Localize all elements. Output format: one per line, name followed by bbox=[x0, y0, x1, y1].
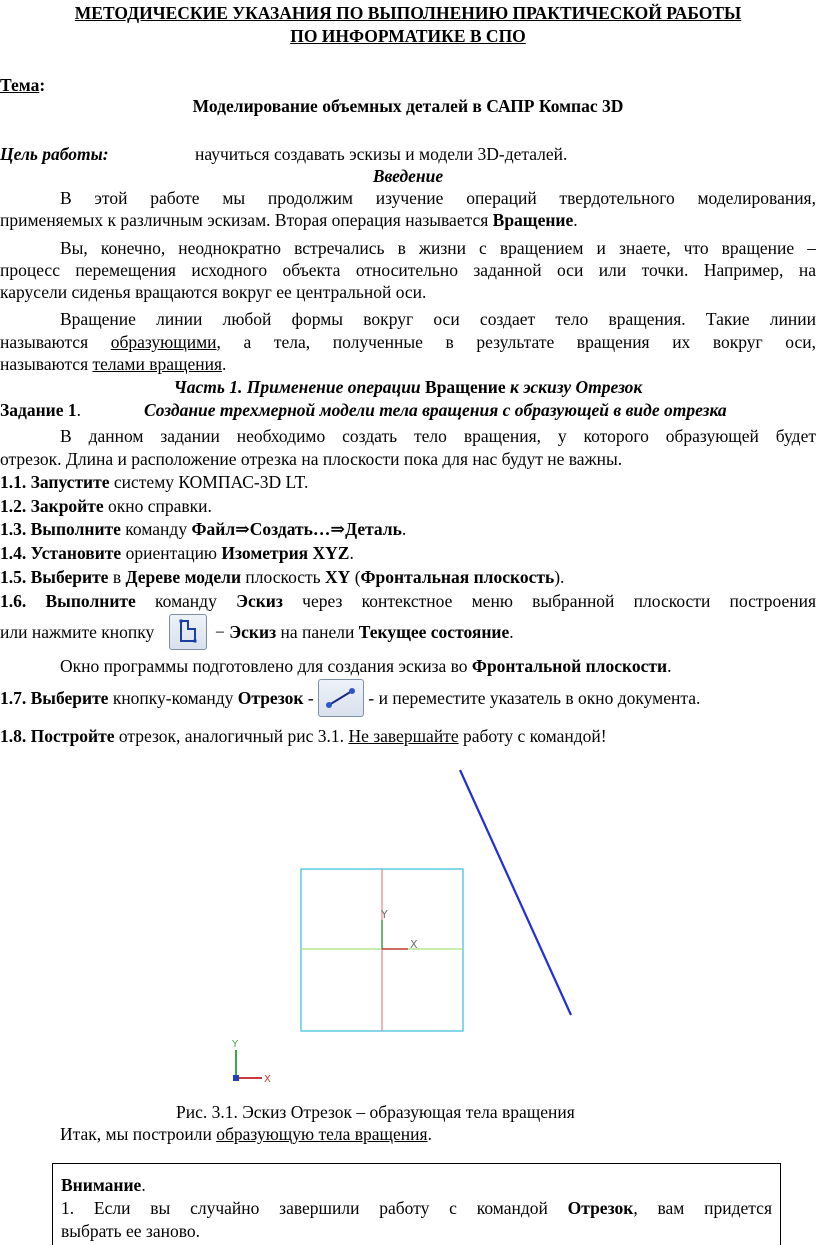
intro-p3-line3: называются телами вращения. bbox=[0, 354, 227, 374]
task1-line1: В данном задании необходимо создать тело вращения, у которого образующей будет bbox=[60, 426, 816, 446]
task1-label: Задание 1. bbox=[0, 400, 82, 420]
sketch-button[interactable] bbox=[169, 614, 207, 650]
attention-line2: выбрать ее заново. bbox=[61, 1221, 200, 1241]
intro-p2-line2: процесс перемещения исходного объекта относительно заданной оси или точки. Например, на bbox=[0, 260, 816, 280]
intro-p3-line2: называются образующими, а тела, полученные в результате вращения их вокруг оси, bbox=[0, 332, 816, 352]
intro-p2-line1: Вы, конечно, неоднократно встречались в жизни с вращением и знаете, что вращение – bbox=[60, 238, 816, 258]
figure-sketch-segment bbox=[0, 760, 816, 1100]
origin-axes-icon bbox=[380, 908, 418, 951]
step-1-8: 1.8. Постройте отрезок, аналогичный рис 3.1. Не завершайте работу с командой! bbox=[0, 726, 607, 746]
part1-heading: Часть 1. Применение операции Вращение к эскизу Отрезок bbox=[173, 377, 643, 397]
step-1-2: 1.2. Закройте окно справки. bbox=[0, 496, 212, 516]
segment-button[interactable] bbox=[318, 679, 364, 717]
topic-label: Тема: bbox=[0, 75, 46, 95]
intro-p1-line2: применяемых к различным эскизам. Вторая операция называется Вращение. bbox=[0, 210, 578, 230]
segment-icon bbox=[319, 680, 363, 716]
global-y-label: Y bbox=[232, 1039, 239, 1050]
goal-value: научиться создавать эскизы и модели 3D-деталей. bbox=[195, 144, 568, 164]
intro-p1-line1: В этой работе мы продолжим изучение операций твердотельного моделирования, bbox=[60, 188, 816, 208]
step-1-3: 1.3. Выполните команду Файл⇒Создать…⇒Деталь. bbox=[0, 519, 407, 539]
task1-title: Создание трехмерной модели тела вращения с образующей в виде отрезка bbox=[144, 400, 727, 420]
origin-x-label: X bbox=[410, 938, 418, 951]
doc-title-line1: МЕТОДИЧЕСКИЕ УКАЗАНИЯ ПО ВЫПОЛНЕНИЮ ПРАКТИЧЕСКОЙ РАБОТЫ bbox=[74, 3, 742, 23]
step-1-1: 1.1. Запустите систему КОМПАС-3D LT. bbox=[0, 472, 309, 492]
prep-text: Окно программы подготовлено для создания эскиза во Фронтальной плоскости. bbox=[60, 656, 672, 676]
step-1-4: 1.4. Установите ориентацию Изометрия XYZ. bbox=[0, 543, 354, 563]
topic-value: Моделирование объемных деталей в САПР Компас 3D bbox=[192, 96, 624, 116]
global-x-label: X bbox=[264, 1074, 271, 1085]
global-axes-icon bbox=[231, 1039, 271, 1085]
intro-p2-line3: карусели сиденья вращаются вокруг ее центральной оси. bbox=[0, 282, 427, 302]
sketch-icon bbox=[170, 615, 206, 649]
step-1-6-line1: 1.6. Выполните команду Эскиз через контекстное меню выбранной плоскости построения bbox=[0, 591, 816, 611]
doc-title-line2: ПО ИНФОРМАТИКЕ В СПО bbox=[290, 26, 526, 46]
attention-line1: 1. Если вы случайно завершили работу с командой Отрезок, вам придется bbox=[61, 1198, 772, 1218]
intro-heading: Введение bbox=[372, 166, 444, 186]
figure-caption: Рис. 3.1. Эскиз Отрезок – образующая тела вращения bbox=[176, 1102, 575, 1122]
intro-p3-line1: Вращение линии любой формы вокруг оси создает тело вращения. Такие линии bbox=[60, 309, 816, 329]
origin-y-label: Y bbox=[381, 908, 388, 921]
segment-line bbox=[460, 770, 571, 1015]
attention-box bbox=[52, 1163, 781, 1245]
step-1-6-line2: или нажмите кнопку − Эскиз на панели Текущее состояние. bbox=[0, 612, 514, 652]
attention-title: Внимание. bbox=[61, 1175, 146, 1195]
task1-line2: отрезок. Длина и расположение отрезка на плоскости пока для нас будут не важны. bbox=[0, 449, 623, 469]
step-1-5: 1.5. Выберите в Дереве модели плоскость XY (Фронтальная плоскость). bbox=[0, 567, 565, 587]
step-1-7: 1.7. Выберите кнопку-команду Отрезок - - и переместите указатель в окно документа. bbox=[0, 678, 700, 719]
goal-label: Цель работы: bbox=[0, 144, 109, 164]
figure-summary: Итак, мы построили образующую тела вращения. bbox=[60, 1124, 432, 1144]
